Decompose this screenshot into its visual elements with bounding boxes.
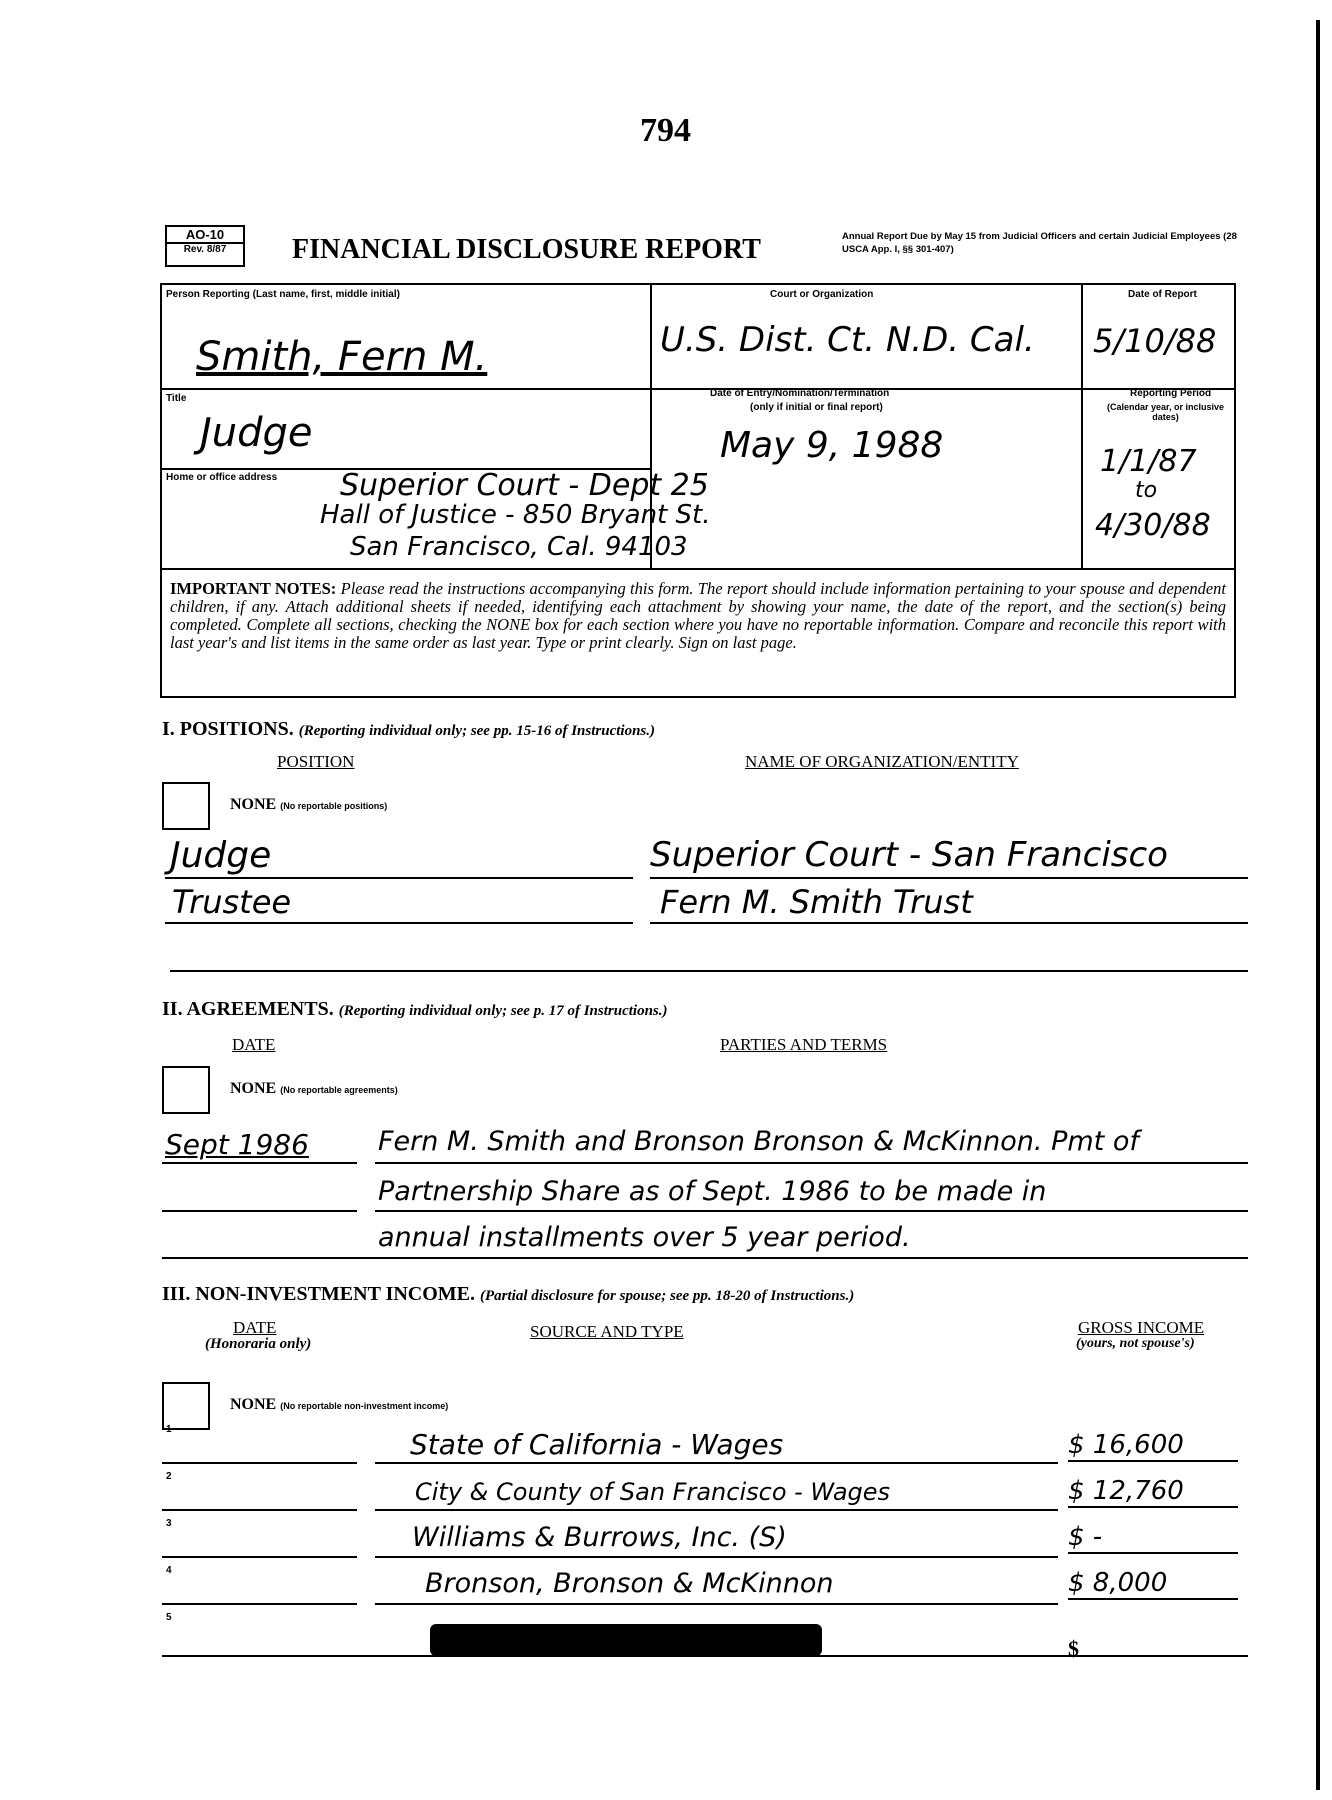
form-rev: Rev. 8/87 [183, 244, 227, 255]
address-line2: Hall of Justice - 850 Bryant St. [320, 500, 711, 530]
agreements-col1: DATE [232, 1035, 276, 1054]
agreements-col2: PARTIES AND TERMS [720, 1035, 888, 1054]
income-row-num: 5 [166, 1612, 172, 1623]
income-none-label: NONE [230, 1396, 277, 1413]
agreements-none-checkbox[interactable] [162, 1066, 210, 1114]
agreements-none-row [230, 1080, 398, 1098]
income-amount: $ [1068, 1636, 1079, 1661]
due-note: Annual Report Due by May 15 from Judicial Officers and certain Judicial Employees (28 USCA App. I, §§ 301-407) [842, 231, 1237, 255]
court-label: Court or Organization [770, 289, 874, 300]
income-amount: $ 16,600 [1068, 1430, 1238, 1462]
date-value: 5/10/88 [1093, 322, 1217, 360]
income-none-note: (No reportable non-investment income) [280, 1401, 449, 1411]
entry-value: May 9, 1988 [720, 425, 944, 466]
position-row-2: Trustee [172, 883, 292, 921]
notes-lead: IMPORTANT NOTES: [170, 579, 337, 598]
notes-text: Please read the instructions accompanying this form. The report should include information pertaining to your spouse and dependent children, if any. Attach additional sheets if needed, identifying each attachment by showing your name, the date of the report, and the section(s) being completed. Complete all sections, checking the NONE box for each section where you have no reportable information. Compare and reconcile this report with last year's and list items in the same order as last year. Type or print clearly. Sign on last page. [170, 579, 1227, 652]
agreements-none-note: (No reportable agreements) [280, 1085, 398, 1095]
period-to: 4/30/88 [1095, 508, 1211, 543]
income-source: State of California - Wages [410, 1428, 784, 1461]
income-source: Williams & Burrows, Inc. (S) [412, 1522, 787, 1553]
income-row-num: 3 [166, 1518, 172, 1529]
form-title: FINANCIAL DISCLOSURE REPORT [292, 234, 761, 265]
positions-none-note: (No reportable positions) [280, 801, 388, 811]
entry-sublabel: (only if initial or final report) [750, 402, 883, 413]
positions-none-label: NONE [230, 796, 277, 813]
date-label: Date of Report [1128, 289, 1197, 300]
entity-row-2: Fern M. Smith Trust [660, 883, 973, 921]
income-source: Bronson, Bronson & McKinnon [425, 1568, 834, 1599]
person-label: Person Reporting (Last name, first, middle initial) [166, 289, 400, 300]
income-none-checkbox[interactable] [162, 1382, 210, 1430]
entity-row-1: Superior Court - San Francisco [650, 835, 1168, 875]
income-row-num: 2 [166, 1471, 172, 1482]
income-col2: SOURCE AND TYPE [530, 1322, 684, 1341]
period-from: 1/1/87 [1100, 444, 1197, 479]
position-row-1: Judge [170, 835, 272, 876]
positions-none-checkbox[interactable] [162, 782, 210, 830]
period-label: Reporting Period [1130, 388, 1212, 399]
positions-col1: POSITION [277, 752, 355, 771]
income-row-num: 4 [166, 1565, 172, 1576]
agreement-line-1: Fern M. Smith and Bronson Bronson & McKinnon. Pmt of [378, 1126, 1139, 1157]
person-value: Smith, Fern M. [196, 334, 488, 380]
income-col3: GROSS INCOME [1078, 1318, 1205, 1337]
address-line1: Superior Court - Dept 25 [340, 468, 709, 503]
address-label: Home or office address [166, 472, 278, 483]
scan-edge [1316, 20, 1320, 1790]
positions-col2: NAME OF ORGANIZATION/ENTITY [745, 752, 1019, 771]
income-amount: $ - [1068, 1522, 1238, 1554]
income-amount: $ 12,760 [1068, 1476, 1238, 1508]
agreement-line-2: Partnership Share as of Sept. 1986 to be made in [378, 1176, 1047, 1207]
positions-heading-row [162, 718, 655, 741]
agreements-heading-row [162, 998, 668, 1021]
form-code-box [165, 225, 245, 267]
title-value: Judge [200, 410, 313, 456]
income-col1-sub: (Honoraria only) [205, 1336, 312, 1352]
agreements-note: (Reporting individual only; see p. 17 of Instructions.) [338, 1003, 668, 1019]
agreements-heading: II. AGREEMENTS. [162, 998, 334, 1020]
agreement-date: Sept 1986 [165, 1128, 309, 1161]
agreements-none-label: NONE [230, 1080, 277, 1097]
income-heading-row [162, 1283, 854, 1306]
entry-label: Date of Entry/Nomination/Termination [710, 388, 890, 399]
address-line3: San Francisco, Cal. 94103 [350, 532, 688, 562]
income-amount: $ 8,000 [1068, 1568, 1238, 1600]
income-row-num: 1 [166, 1424, 172, 1435]
redaction-bar [430, 1624, 822, 1656]
income-col1: DATE [233, 1318, 277, 1337]
income-none-row [230, 1396, 448, 1414]
agreement-line-3: annual installments over 5 year period. [378, 1222, 911, 1253]
period-to-mark: to [1135, 478, 1158, 503]
positions-heading: I. POSITIONS. [162, 718, 294, 740]
income-source: City & County of San Francisco - Wages [415, 1478, 891, 1506]
income-col3-sub: (yours, not spouse's) [1076, 1336, 1195, 1351]
page-number: 794 [640, 112, 691, 149]
court-value: U.S. Dist. Ct. N.D. Cal. [660, 320, 1035, 360]
positions-none-row [230, 796, 387, 814]
title-label: Title [166, 393, 187, 404]
form-code: AO-10 [167, 227, 243, 244]
important-notes [170, 580, 1226, 652]
income-note: (Partial disclosure for spouse; see pp. 18-20 of Instructions.) [480, 1288, 855, 1304]
period-sublabel: (Calendar year, or inclusive dates) [1106, 402, 1225, 422]
positions-note: (Reporting individual only; see pp. 15-16 of Instructions.) [298, 723, 655, 739]
income-heading: III. NON-INVESTMENT INCOME. [162, 1283, 476, 1305]
